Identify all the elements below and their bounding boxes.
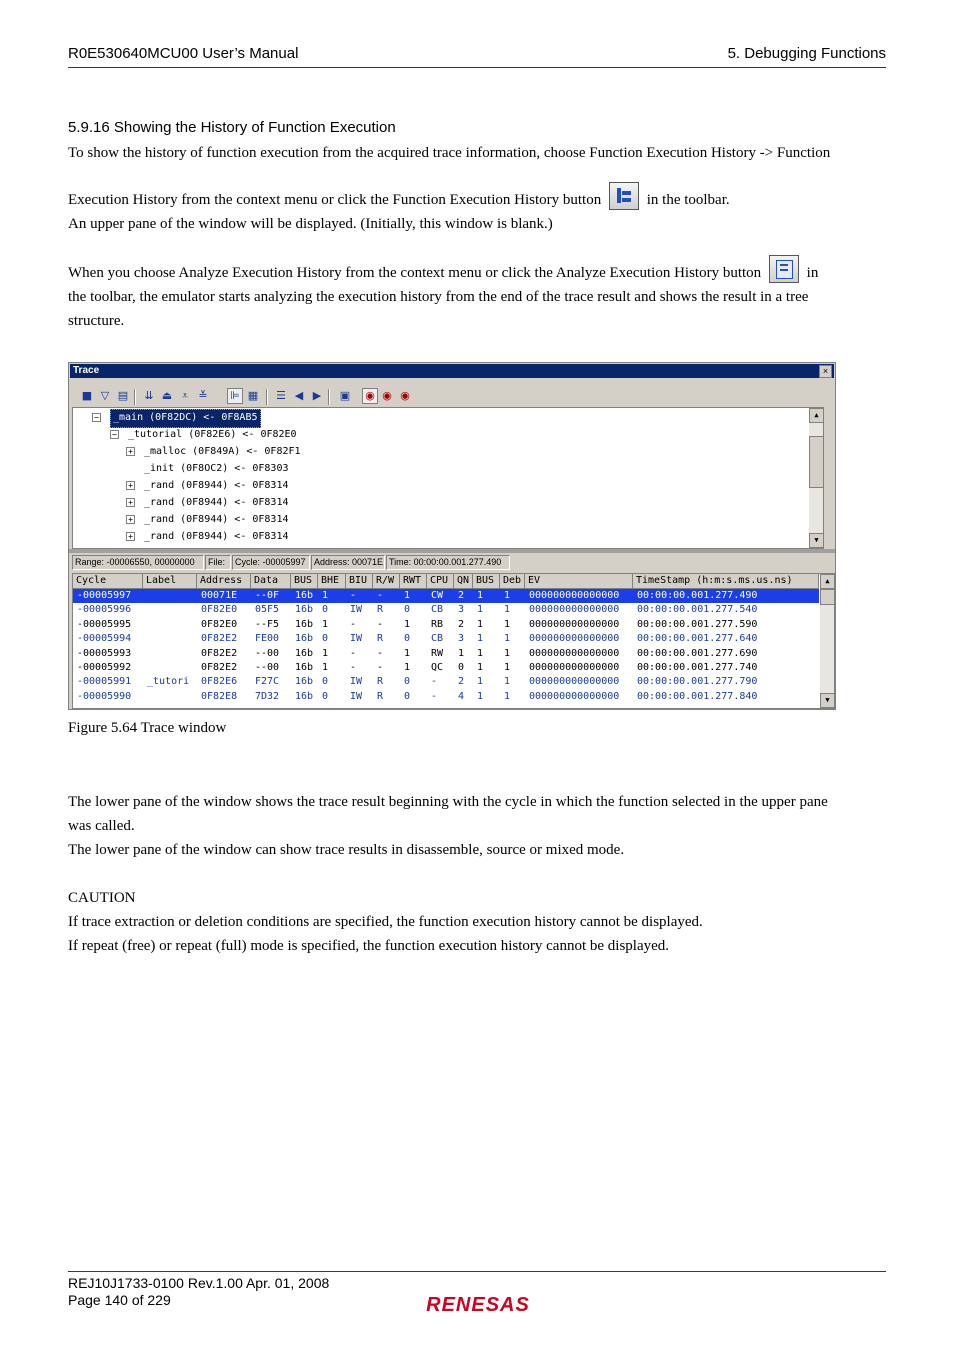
- table-cell: -: [377, 590, 384, 601]
- table-cell: 1: [404, 662, 411, 673]
- table-cell: 0F82E8: [201, 690, 238, 702]
- table-cell: 1: [458, 647, 465, 659]
- tree-node[interactable]: _rand (0F8944) <- 0F8314: [144, 531, 289, 542]
- figure-caption: Figure 5.64 Trace window: [68, 720, 227, 736]
- table-row[interactable]: [73, 603, 819, 617]
- table-cell: -00005991: [77, 676, 132, 688]
- paragraph-3a-text: When you choose Analyze Execution History from the context menu or click the Analyze Execution History button: [68, 265, 762, 281]
- table-cell: 1: [504, 604, 511, 616]
- footer-rule: [68, 1271, 886, 1272]
- collapse-icon[interactable]: −: [92, 413, 101, 422]
- table-cell: 16b: [295, 590, 314, 601]
- table-cell: R: [377, 633, 384, 645]
- table-cell: 1: [504, 633, 511, 645]
- table-cell: R: [377, 690, 384, 702]
- trace-toolbar: [70, 386, 834, 408]
- table-cell: 1: [404, 618, 411, 630]
- svg-text:RENESAS: RENESAS: [426, 1294, 530, 1315]
- table-cell: -: [350, 618, 357, 630]
- column-header[interactable]: BUS: [473, 574, 500, 588]
- paragraph-3c: the toolbar, the emulator starts analyzing the execution history from the end of the trace result and shows the result in a tree: [68, 289, 809, 305]
- table-cell: 00:00:00.001.277.840: [637, 690, 758, 702]
- table-cell: IW: [350, 676, 363, 688]
- tree-node[interactable]: _rand (0F8944) <- 0F8314: [144, 497, 289, 508]
- column-header[interactable]: CPU: [427, 574, 454, 588]
- paragraph-1c-text: in the toolbar.: [646, 192, 730, 208]
- table-cell: 000000000000000: [529, 633, 620, 645]
- table-cell: -00005995: [77, 618, 132, 630]
- expand-icon[interactable]: +: [126, 515, 135, 524]
- table-cell: 000000000000000: [529, 690, 620, 702]
- table-cell: -: [377, 662, 384, 673]
- renesas-logo: [404, 1293, 552, 1315]
- table-cell: IW: [350, 633, 363, 645]
- table-cell: 1: [504, 590, 511, 601]
- caution-item-2: If repeat (free) or repeat (full) mode is specified, the function execution history cannot be displayed.: [68, 938, 670, 954]
- table-cell: 000000000000000: [529, 676, 620, 688]
- table-cell: -00005994: [77, 633, 132, 645]
- table-cell: 1: [477, 690, 484, 702]
- table-cell: 0: [322, 604, 329, 616]
- table-cell: 00071E: [201, 590, 238, 601]
- pane-splitter[interactable]: [69, 549, 835, 553]
- filter-icon[interactable]: ▽: [100, 389, 110, 402]
- table-cell: 000000000000000: [529, 662, 620, 673]
- chapter-title: 5. Debugging Functions: [727, 45, 886, 62]
- paragraph-1b-text: Execution History from the context menu or click the Function Execution History button: [68, 192, 602, 208]
- table-cell: 2: [458, 590, 465, 601]
- table-row[interactable]: [73, 661, 819, 675]
- table-cell: 0F82E2: [201, 662, 238, 673]
- tree-node-tutorial[interactable]: _tutorial (0F82E6) <- 0F82E0: [128, 429, 297, 440]
- tree-scrollbar[interactable]: [809, 408, 823, 548]
- stop-icon[interactable]: ■: [81, 389, 93, 402]
- table-cell: -00005996: [77, 604, 132, 616]
- table-cell: 1: [477, 604, 484, 616]
- table-cell: 000000000000000: [529, 618, 620, 630]
- function-execution-history-icon: [609, 182, 639, 210]
- grid-scrollbar[interactable]: [820, 574, 834, 708]
- table-cell: IW: [350, 690, 363, 702]
- paragraph-1a: To show the history of function execution from the acquired trace information, choose Function Execution History -> Function: [68, 145, 831, 161]
- trace-window-titlebar: [70, 364, 834, 378]
- table-cell: -: [377, 618, 384, 630]
- table-cell: CW: [431, 590, 444, 601]
- trace-window: [68, 362, 836, 710]
- table-cell: 1: [477, 633, 484, 645]
- table-cell: --0F: [255, 590, 280, 601]
- table-cell: -: [350, 662, 357, 673]
- table-cell: 000000000000000: [529, 647, 620, 659]
- table-cell: 1: [504, 676, 511, 688]
- expand-icon[interactable]: +: [126, 498, 135, 507]
- table-cell: QC: [431, 662, 444, 673]
- table-cell: 00:00:00.001.277.590: [637, 618, 758, 630]
- table-cell: --00: [255, 662, 280, 673]
- table-cell: 0: [404, 604, 411, 616]
- trace-status-bar: [72, 555, 832, 570]
- expand-icon[interactable]: +: [126, 481, 135, 490]
- table-cell: 0F82E0: [201, 618, 238, 630]
- table-cell: 16b: [295, 662, 314, 673]
- table-cell: -00005993: [77, 647, 132, 659]
- table-cell: IW: [350, 604, 363, 616]
- table-cell: 1: [477, 647, 484, 659]
- table-cell: 3: [458, 604, 465, 616]
- column-header[interactable]: Address: [197, 574, 251, 588]
- table-cell: 16b: [295, 618, 314, 630]
- table-cell: 0: [458, 662, 465, 673]
- page-header: [68, 45, 886, 68]
- column-header[interactable]: EV: [525, 574, 633, 588]
- table-cell: RW: [431, 647, 444, 659]
- expand-icon[interactable]: +: [126, 447, 135, 456]
- table-cell: -: [350, 647, 357, 659]
- table-cell: 1: [322, 647, 329, 659]
- table-cell: 16b: [295, 690, 314, 702]
- table-cell: 0: [404, 690, 411, 702]
- scroll-down-arrow-icon[interactable]: ▼: [809, 533, 824, 548]
- table-cell: RB: [431, 618, 444, 630]
- function-history-tree: [72, 407, 824, 549]
- scroll-down-arrow-icon[interactable]: ▼: [820, 693, 835, 708]
- status-time: Time: 00:00:00.001.277.490: [386, 555, 510, 570]
- column-header[interactable]: Deb: [500, 574, 525, 588]
- scroll-thumb[interactable]: [820, 589, 835, 605]
- table-cell: 000000000000000: [529, 590, 620, 601]
- zoom-red-icon[interactable]: ◉: [362, 388, 378, 404]
- save-icon[interactable]: ▣: [339, 389, 351, 402]
- table-cell: 1: [504, 690, 511, 702]
- analyze-execution-history-icon: [769, 255, 799, 283]
- column-header[interactable]: Data: [251, 574, 291, 588]
- table-cell: 1: [477, 618, 484, 630]
- column-header[interactable]: RWT: [400, 574, 427, 588]
- table-row[interactable]: [73, 589, 819, 603]
- table-cell: 4: [458, 690, 465, 702]
- table-cell: -: [377, 647, 384, 659]
- status-file: File:: [205, 555, 231, 570]
- scroll-down-icon[interactable]: ⇊: [144, 389, 154, 402]
- table-cell: -00005992: [77, 662, 132, 673]
- table-cell: -00005997: [77, 590, 132, 601]
- tree-node[interactable]: _init (0F8OC2) <- 0F8303: [144, 463, 289, 474]
- table-cell: 00:00:00.001.277.640: [637, 633, 758, 645]
- paragraph-4b: was called.: [68, 818, 135, 834]
- table-row[interactable]: [73, 690, 819, 704]
- table-cell: 1: [477, 662, 484, 673]
- table-cell: 0: [322, 690, 329, 702]
- table-cell: 2: [458, 618, 465, 630]
- table-cell: FE00: [255, 633, 280, 645]
- paragraph-1b: [68, 182, 886, 212]
- table-cell: 16b: [295, 647, 314, 659]
- table-cell: --F5: [255, 618, 280, 630]
- column-header[interactable]: BIU: [346, 574, 373, 588]
- table-cell: 2: [458, 676, 465, 688]
- table-cell: 7D32: [255, 690, 280, 702]
- tree-node-main[interactable]: _main (0F82DC) <- 0F8AB5: [110, 409, 261, 428]
- table-cell: 0: [322, 676, 329, 688]
- table-cell: 1: [504, 618, 511, 630]
- table-cell: 1: [322, 618, 329, 630]
- table-cell: 000000000000000: [529, 604, 620, 616]
- footer-page-number: Page 140 of 229: [68, 1292, 171, 1308]
- table-cell: 3: [458, 633, 465, 645]
- document-icon[interactable]: ▤: [117, 389, 129, 402]
- paragraph-3a: [68, 255, 886, 285]
- column-header[interactable]: BHE: [318, 574, 346, 588]
- table-cell: CB: [431, 633, 444, 645]
- caution-heading: CAUTION: [68, 890, 136, 906]
- zoom-mixed-icon[interactable]: ◉: [400, 389, 410, 402]
- table-cell: 16b: [295, 633, 314, 645]
- scroll-up-icon[interactable]: ⏏: [161, 389, 173, 402]
- collapse-icon[interactable]: −: [110, 430, 119, 439]
- table-cell: 0F82E2: [201, 633, 238, 645]
- column-header[interactable]: R/W: [373, 574, 400, 588]
- scroll-thumb[interactable]: [809, 436, 824, 488]
- table-cell: 1: [477, 590, 484, 601]
- table-cell: 1: [404, 647, 411, 659]
- table-cell: 1: [504, 647, 511, 659]
- table-cell: 1: [322, 662, 329, 673]
- top-icon[interactable]: ≚: [198, 389, 208, 402]
- trace-window-title: Trace: [73, 365, 100, 376]
- table-cell: -: [350, 590, 357, 601]
- paragraph-5: The lower pane of the window can show trace results in disassemble, source or mixed mode.: [68, 842, 625, 858]
- manual-title: R0E530640MCU00 User’s Manual: [68, 45, 299, 62]
- expand-icon[interactable]: +: [126, 532, 135, 541]
- scroll-up-arrow-icon[interactable]: ▲: [820, 574, 835, 589]
- function-execution-history-button-icon[interactable]: ⊫: [227, 388, 243, 404]
- tree-node[interactable]: _rand (0F8944) <- 0F8314: [144, 514, 289, 525]
- table-row[interactable]: [73, 647, 819, 661]
- table-cell: 0: [322, 633, 329, 645]
- table-cell: -00005990: [77, 690, 132, 702]
- table-cell: 00:00:00.001.277.690: [637, 647, 758, 659]
- table-row[interactable]: [73, 675, 819, 689]
- arrow-left-icon[interactable]: ◀: [294, 389, 304, 402]
- table-cell: CB: [431, 604, 444, 616]
- status-range: Range: -00006550, 00000000: [72, 555, 204, 570]
- column-header[interactable]: Cycle: [73, 574, 143, 588]
- status-cycle: Cycle: -00005997: [232, 555, 310, 570]
- table-cell: 00:00:00.001.277.790: [637, 676, 758, 688]
- tree-node[interactable]: _rand (0F8944) <- 0F8314: [144, 480, 289, 491]
- paragraph-4a: The lower pane of the window shows the trace result beginning with the cycle in which the function selected in the upper pane: [68, 794, 828, 810]
- table-cell: 0F82E2: [201, 647, 238, 659]
- arrow-right-icon[interactable]: ▶: [312, 389, 322, 402]
- column-header[interactable]: BUS: [291, 574, 318, 588]
- table-cell: 16b: [295, 604, 314, 616]
- table-cell: 00:00:00.001.277.540: [637, 604, 758, 616]
- paragraph-3b-text: in: [806, 265, 819, 281]
- table-cell: 0F82E6: [201, 676, 238, 688]
- footer-doc-id: REJ10J1733-0100 Rev.1.00 Apr. 01, 2008: [68, 1275, 330, 1291]
- table-row[interactable]: [73, 618, 819, 632]
- table-cell: 05F5: [255, 604, 280, 616]
- table-cell: 1: [504, 662, 511, 673]
- table-cell: -: [431, 690, 438, 702]
- table-cell: _tutori: [147, 676, 190, 688]
- zoom-source-icon[interactable]: ◉: [382, 389, 392, 402]
- table-cell: --00: [255, 647, 280, 659]
- table-cell: 00:00:00.001.277.490: [637, 590, 758, 601]
- table-cell: R: [377, 604, 384, 616]
- column-header[interactable]: Label: [143, 574, 197, 588]
- analyze-history-icon[interactable]: ▦: [247, 389, 259, 402]
- status-address: Address: 00071E: [311, 555, 385, 570]
- table-cell: 00:00:00.001.277.740: [637, 662, 758, 673]
- close-button[interactable]: ×: [819, 365, 832, 378]
- table-cell: 1: [477, 676, 484, 688]
- scroll-up-arrow-icon[interactable]: ▲: [809, 408, 824, 423]
- tree-node[interactable]: _malloc (0F849A) <- 0F82F1: [144, 446, 301, 457]
- table-cell: F27C: [255, 676, 280, 688]
- table-cell: 1: [404, 590, 411, 601]
- table-cell: R: [377, 676, 384, 688]
- caution-item-1: If trace extraction or deletion conditions are specified, the function execution history cannot be displayed.: [68, 914, 703, 930]
- grid-header: [73, 574, 819, 589]
- paragraph-3d: structure.: [68, 313, 125, 329]
- table-cell: 16b: [295, 676, 314, 688]
- section-heading: 5.9.16 Showing the History of Function Execution: [68, 119, 396, 136]
- list-icon[interactable]: ☰: [276, 389, 286, 402]
- table-cell: 1: [322, 590, 329, 601]
- column-header[interactable]: TimeStamp (h:m:s.ms.us.ns): [633, 574, 819, 588]
- column-header[interactable]: QN: [454, 574, 473, 588]
- table-cell: 0: [404, 633, 411, 645]
- bottom-icon[interactable]: ⩡: [181, 389, 189, 402]
- trace-result-grid: [72, 573, 835, 709]
- paragraph-2: An upper pane of the window will be displayed. (Initially, this window is blank.): [68, 216, 553, 232]
- table-cell: 0: [404, 676, 411, 688]
- table-cell: -: [431, 676, 438, 688]
- table-cell: 0F82E0: [201, 604, 238, 616]
- table-row[interactable]: [73, 632, 819, 646]
